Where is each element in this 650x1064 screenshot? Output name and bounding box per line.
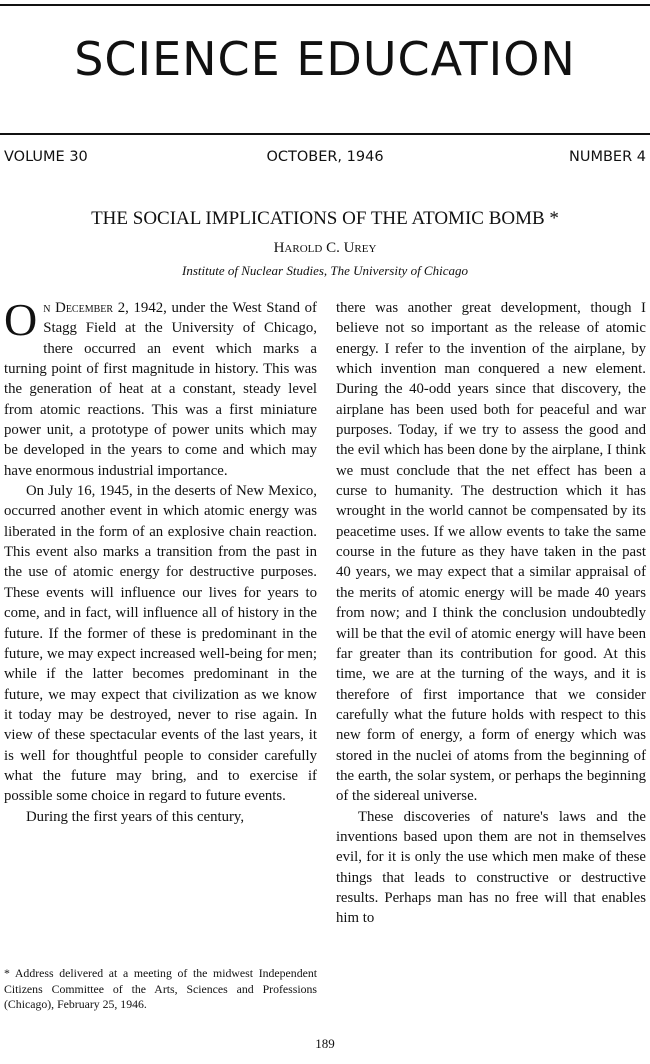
- right-column: [336, 298, 646, 929]
- affiliation: Institute of Nuclear Studies, The University of Chicago: [182, 263, 468, 278]
- paragraph: These discoveries of nature's laws and the inventions based upon them are not in themselves evil, for it is only the use which men make of these things that leads to constructive or destructive results. Perhaps man has no free will that enables him to: [336, 808, 646, 927]
- paragraph: During the first years of this century,: [26, 808, 245, 825]
- article-title: THE SOCIAL IMPLICATIONS OF THE ATOMIC BOMB *: [91, 208, 559, 229]
- paragraph: there was another great development, though I believe not so important as the release of atomic energy. I refer to the invention of the airplane, by which invention man conquered a new element. During the 40-odd years since that discovery, the airplane has been used both for peaceful and war purposes. Today, if we try to assess the good and the evil which has been done by the airplane, I think we must conclude that the net effect has been a curse to humanity. The destruction which it has wrought in the world cannot be compensated by its peacetime uses. If we allow events to take the same course in the future as they have taken in the past 40 years, we may expect that a similar appraisal of the merits of atomic energy will be made 40 years from now; and I think the conclusion undoubtedly will be that the evil of atomic energy will have been far greater than its contribution for good. At this time, we are at the turning of the ways, and it is therefore of first importance that we consider carefully what the future holds with respect to this new form of energy, a form of energy which was stored in the nuclei of atoms from the beginning of the earth, the solar system, or perhaps the beginning of the sidereal universe.: [336, 300, 646, 805]
- issue-date: OCTOBER, 1946: [266, 149, 384, 165]
- issue-number: NUMBER 4: [569, 149, 646, 165]
- author: Harold C. Urey: [273, 240, 377, 256]
- opening-words: n December: [43, 300, 114, 316]
- footnote: * Address delivered at a meeting of the midwest Independent Citizens Committee of the Arts, Sciences and Professions (Chicago), February 25, 1946.: [4, 966, 317, 1011]
- top-rule: [0, 4, 650, 6]
- page-number: 189: [315, 1036, 335, 1051]
- left-column: [4, 294, 317, 827]
- paragraph: [4, 294, 317, 481]
- paragraph: On July 16, 1945, in the deserts of New Mexico, occurred another event in which atomic energy was liberated in the form of an explosive chain reaction. This event also marks a transition from the past in the use of atomic energy for destructive purposes. These events will influence our lives for years to come, and in fact, will influence all of history in the future. If the former of these is predominant in the future, we may expect increased well-being for men; while if the latter becomes predominant in the future, we may expect that civilization as we know it today may be destroyed, never to rise again. In view of these spectacular events of the last years, it is well for thoughtful people to consider carefully what the future may bring, and to exercise if possible some choice in regard to future events.: [4, 483, 317, 805]
- journal-title: SCIENCE EDUCATION: [74, 32, 576, 86]
- drop-cap: O: [4, 294, 38, 345]
- paragraph-text: 2, 1942, under the West Stand of Stagg Field at the University of Chicago, there occurred an event which marks a turning point of first magnitude in history. This was the generation of heat at a constant, steady level from atomic reactions. This was a first miniature power unit, a prototype of power units which may be developed in the years to come and which may have enormous industrial importance.: [4, 300, 317, 479]
- title-rule: [0, 133, 650, 135]
- volume-label: VOLUME 30: [4, 149, 88, 165]
